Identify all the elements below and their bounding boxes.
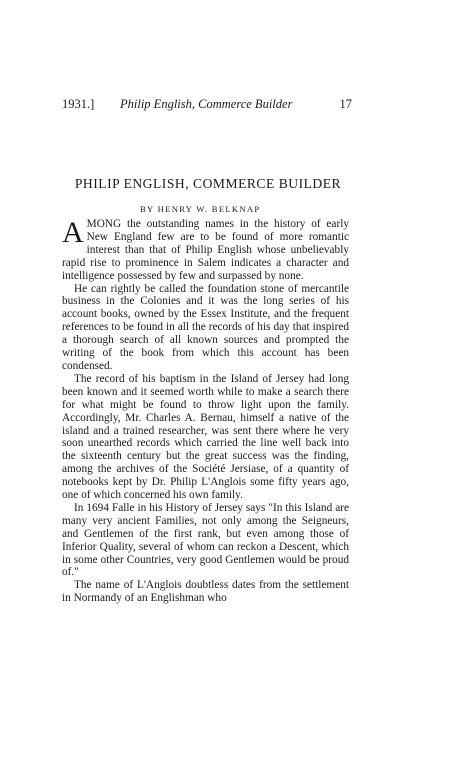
article-body: [62, 218, 349, 605]
article-title: PHILIP ENGLISH, COMMERCE BUILDER: [74, 176, 342, 191]
paragraph-3: The record of his baptism in the Island of Jersey had long been known and it seemed worth while to make a search there for what might be found to throw light upon the family. Accordingly, Mr. Charles A. Bernau, himself a native of the island and a trained researcher, was sent there where he very soon unearthed records which carried the line well back into the sixteenth century but the great success was the finding, among the archives of the Société Jersiase, of a quantity of notebooks kept by Dr. Philip L'Anglois some fifty years ago, one of which concerned his own family.: [62, 372, 349, 502]
article-byline: BY HENRY W. BELKNAP: [140, 204, 261, 214]
running-head: [62, 96, 352, 112]
paragraph-1-text: the outstanding names in the history of early New England few are to be found of more romantic interest than that of Philip English whose unbelievably rapid rise to prominence in Salem indicates a character and intelligence possessed by few and surpassed by none.: [62, 218, 349, 282]
paragraph-1: [62, 218, 349, 283]
first-word-rest: MONG: [86, 218, 122, 230]
drop-cap: A: [62, 216, 84, 249]
running-head-title: Philip English, Commerce Builder: [120, 97, 293, 111]
page-number: 17: [339, 97, 352, 111]
paragraph-4: In 1694 Falle in his History of Jersey says "In this Island are many very ancient Families, not only among the Seigneurs, and Gentlemen of the first rank, but even among those of Inferior Quality, several of whom can reckon a Descent, which in some other Countries, very good Gentlemen would be proud of.": [62, 501, 349, 579]
paragraph-5: The name of L'Anglois doubtless dates from the settlement in Normandy of an Englishman who: [62, 579, 349, 605]
paragraph-2: He can rightly be called the foundation stone of mercantile business in the Colonies and it was the long series of his account books, owned by the Essex Institute, and the frequent references to be found in all the records of his day that inspired a thorough search of all known sources and prompted the writing of the book from which this account has been condensed.: [62, 282, 349, 372]
running-head-year: 1931.]: [62, 97, 95, 111]
